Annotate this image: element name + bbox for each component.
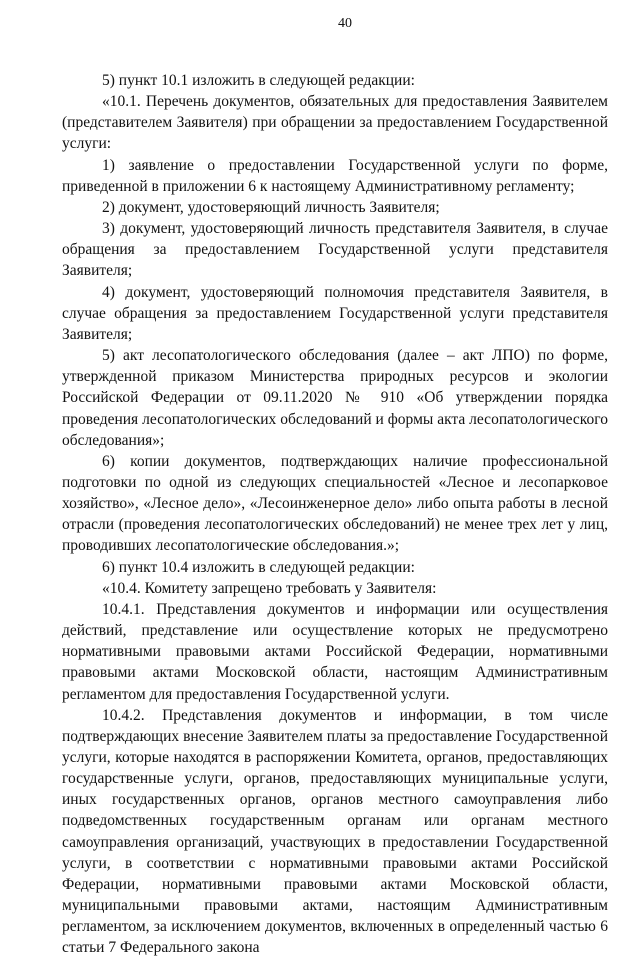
paragraph-10-4-1: 10.4.1. Представления документов и информации или осуществления действий, представление или осуществление которых не предусмотрено нормативными правовыми актами Российской Федерации, нормативными правовыми актами Московской области, настоящим Административным регламентом для предоставления Государственной услуги. [62, 600, 608, 703]
paragraph-10-1-heading: «10.1. Перечень документов, обязательных для предоставления Заявителем (представителем Заявителя) при обращении за предоставлением Государственной услуги: [62, 93, 608, 153]
list-item-6: 6) копии документов, подтверждающих наличие профессиональной подготовки по одной из следующих специальностей «Лесное и лесопарковое хозяйство», «Лесное дело», «Лесоинженерное дело» либо опыта работы в лесной отрасли (проведения лесопатологических обследований) не менее трех лет у лиц, проводивших лесопатологические обследования.»; [62, 452, 608, 555]
list-item-1: 1) заявление о предоставлении Государственной услуги по форме, приведенной в приложении 6 к настоящему Административному регламенту; [62, 156, 608, 195]
paragraph-item-6: 6) пункт 10.4 изложить в следующей редакции: [102, 558, 415, 576]
paragraph-item-5: 5) пункт 10.1 изложить в следующей редакции: [102, 72, 415, 89]
list-item-2: 2) документ, удостоверяющий личность Заявителя; [102, 198, 440, 216]
page-number: 40 [338, 16, 352, 31]
list-item-4: 4) документ, удостоверяющий полномочия представителя Заявителя, в случае обращения за предоставлением Государственной услуги представителя Заявителя; [62, 283, 608, 343]
paragraph-10-4-2: 10.4.2. Представления документов и информации, в том числе подтверждающих внесение Заявителем платы за предоставление Государственной услуги, которые находятся в распоряжении Комитета, органов, предоставляющих государственные услуги, органов, предоставляющих муниципальные услуги, иных государственных органов, органов местного самоуправления либо подведомственных государственным органам или органам местного самоуправления организаций, участвующих в предоставлении Государственной услуги, в соответствии с нормативными правовыми актами Российской Федерации, нормативными правовыми актами Московской области, муниципальными правовыми актами, настоящим Административным регламентом, за исключением документов, включенных в определенный частью 6 статьи 7 Федерального закона [62, 706, 608, 957]
paragraph-10-4-heading: «10.4. Комитету запрещено требовать у Заявителя: [102, 579, 437, 597]
list-item-3: 3) документ, удостоверяющий личность представителя Заявителя, в случае обращения за предоставлением Государственной услуги представителя Заявителя; [62, 220, 608, 280]
document-body [62, 70, 608, 959]
list-item-5: 5) акт лесопатологического обследования (далее – акт ЛПО) по форме, утвержденной приказом Министерства природных ресурсов и экологии Российской Федерации от 09.11.2020 № 910 «Об утверждении порядка проведения лесопатологических обследований и формы акта лесопатологического обследования»; [62, 347, 608, 449]
